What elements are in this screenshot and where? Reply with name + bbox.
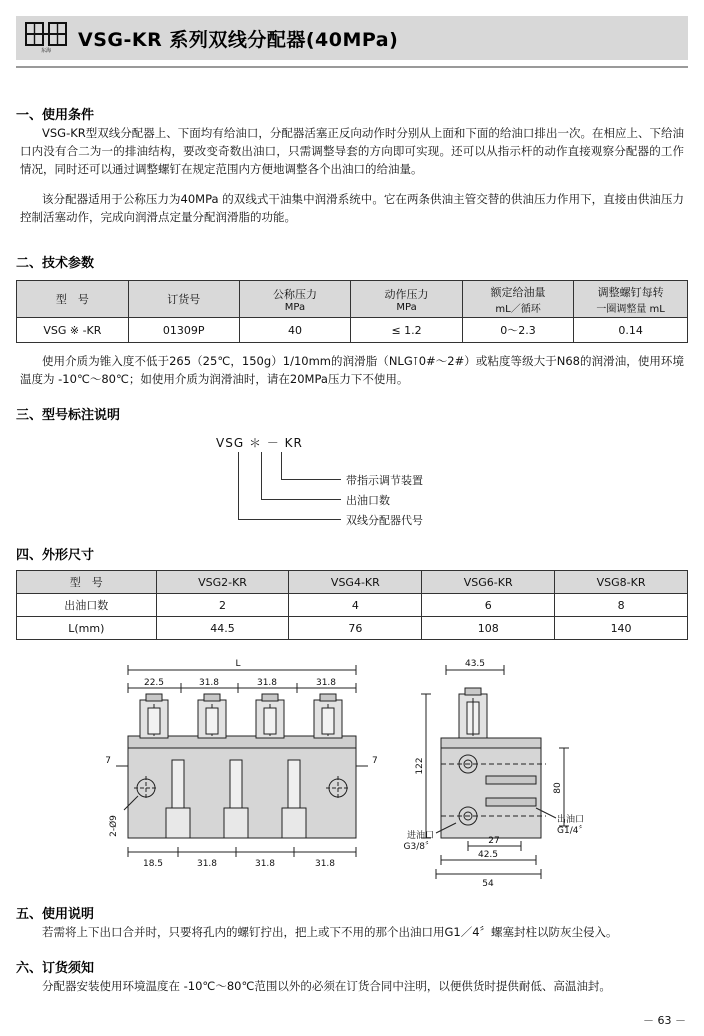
dim-122: 122 (415, 757, 425, 775)
th-order-no: 订货号 (167, 293, 201, 306)
cell-order-no: 01309P (128, 318, 239, 343)
dim-54: 54 (482, 879, 494, 888)
cell-rated-output: 0～2.3 (462, 318, 573, 343)
section-heading-2: 二、技术参数 (16, 256, 95, 271)
cell-outlets-3: 6 (422, 594, 555, 617)
leader-line-2b (261, 499, 341, 500)
cell-outlets-4: 8 (555, 594, 688, 617)
leader-line-3 (238, 452, 239, 520)
cell-outlets-1: 2 (156, 594, 289, 617)
paragraph-1: VSG-KR型双线分配器上、下面均有给油口，分配器活塞正反向动作时分别从上面和下面的给油口排出一次。在相应上、下给油口内没有合二为一的排油结构，要改变奇数出油口，只需调整导套的方向即可实现。还可以从指示杆的动作直接观察分配器的工作情况，同时还可以通过调整螺钉在规定范围内方便地调整各个出油口的给油量。 (20, 126, 684, 176)
row-label-outlets: 出油口数 (17, 594, 157, 617)
th-rated-output: 额定给油量 (490, 285, 546, 299)
th-model-vsg8: VSG8-KR (555, 571, 688, 594)
dim-80: 80 (553, 782, 563, 794)
model-code-diagram (16, 430, 688, 540)
brand-logo-icon (24, 21, 68, 55)
section-heading-6: 六、订货须知 (16, 961, 95, 976)
technical-parameters-table (16, 280, 688, 343)
leader-line-1b (281, 479, 341, 480)
section-heading-3: 三、型号标注说明 (16, 408, 121, 423)
cell-length-2: 76 (289, 617, 422, 640)
th-rated-output-unit: mL／循环 (495, 303, 541, 315)
leader-line-1 (281, 452, 282, 480)
section-heading-4: 四、外形尺寸 (16, 548, 95, 563)
dim-43-5: 43.5 (464, 659, 486, 669)
paragraph-5: 若需将上下出口合并时，只要将孔内的螺钉拧出，把上或下不用的那个出油口用G1／4〞螺塞封柱以防灰尘侵入。 (42, 925, 618, 939)
table-row (17, 318, 688, 343)
row-label-length: L(mm) (17, 617, 157, 640)
dim-27: 27 (488, 836, 500, 846)
dim-L: L (235, 659, 241, 669)
model-note-3: 双线分配器代号 (346, 514, 423, 527)
dim-42-5: 42.5 (477, 850, 499, 860)
table-header-row (17, 281, 688, 318)
cell-model: VSG ※ -KR (17, 318, 129, 343)
dim-31-8-b: 31.8 (256, 678, 278, 688)
dim-31-8-e: 31.8 (254, 859, 276, 869)
dim-31-8-f: 31.8 (314, 859, 336, 869)
table-row (17, 594, 688, 617)
dim-22-5: 22.5 (143, 678, 165, 688)
label-inlet: 进油口 (406, 831, 434, 841)
cell-length-4: 140 (555, 617, 688, 640)
cell-length-1: 44.5 (156, 617, 289, 640)
model-note-1: 带指示调节装置 (346, 474, 423, 487)
dim-31-8-d: 31.8 (196, 859, 218, 869)
model-code-title: VSG ＊ － KR (216, 436, 303, 450)
brand-logo-label: 东海 (40, 48, 51, 54)
th-model-vsg4: VSG4-KR (289, 571, 422, 594)
outline-drawing (16, 648, 688, 888)
table-header-row (17, 571, 688, 594)
model-note-2: 出油口数 (346, 494, 390, 507)
dim-31-8-a: 31.8 (198, 678, 220, 688)
header-divider (16, 66, 688, 68)
th-screw-adjust: 调整螺钉每转 (597, 285, 664, 299)
dim-7-left: 7 (105, 756, 111, 766)
dimension-table (16, 570, 688, 640)
paragraph-3: 使用介质为锥入度不低于265（25℃，150g）1/10mm的润滑脂（NLG⊺0#～2#）或粘度等级大于N68的润滑油，使用环境温度为 -10℃～80℃；如使用介质为润滑油时，请在20MPa压力下不使用。 (20, 354, 684, 386)
dim-2-phi-9: 2-Ø9 (109, 815, 119, 837)
dim-31-8-c: 31.8 (315, 678, 337, 688)
paragraph-6: 分配器安装使用环境温度在 -10℃～80℃范围以外的必须在订货合同中注明，以便供货时提供耐低、高温油封。 (42, 979, 611, 993)
leader-line-3b (238, 519, 341, 520)
page-number: － 63 － (643, 1014, 686, 1027)
page-title: VSG-KR 系列双线分配器(40MPa) (78, 28, 399, 51)
th-action-pressure: 动作压力 (384, 287, 429, 301)
section-heading-1: 一、使用条件 (16, 108, 95, 123)
dim-18-5: 18.5 (142, 859, 164, 869)
th-model-vsg2: VSG2-KR (156, 571, 289, 594)
cell-length-3: 108 (422, 617, 555, 640)
label-outlet-thread: G1/4〞 (557, 826, 588, 836)
leader-line-2 (261, 452, 262, 500)
th-model-vsg6: VSG6-KR (422, 571, 555, 594)
section-heading-5: 五、使用说明 (16, 907, 95, 922)
paragraph-2: 该分配器适用于公称压力为40MPa 的双线式干油集中润滑系统中。它在两条供油主管交替的供油压力作用下，直接由供油压力控制活塞动作，完成向润滑点定量分配润滑脂的功能。 (20, 192, 684, 224)
dim-7-right: 7 (372, 756, 378, 766)
cell-nominal-pressure: 40 (239, 318, 351, 343)
label-outlet: 出油口 (557, 815, 585, 825)
th-screw-adjust-unit: 一圈调整量 mL (596, 303, 665, 315)
th-nominal-pressure: 公称压力 (272, 287, 317, 301)
th-model: 型 号 (55, 293, 89, 306)
cell-action-pressure: ≤ 1.2 (351, 318, 463, 343)
table-row (17, 617, 688, 640)
th-action-pressure-unit: MPa (396, 301, 417, 313)
page-header (16, 16, 688, 60)
th-nominal-pressure-unit: MPa (284, 301, 306, 313)
th-model: 型 号 (17, 571, 157, 594)
cell-outlets-2: 4 (289, 594, 422, 617)
label-inlet-thread: G3/8〞 (403, 842, 434, 852)
cell-screw-adjust: 0.14 (574, 318, 688, 343)
